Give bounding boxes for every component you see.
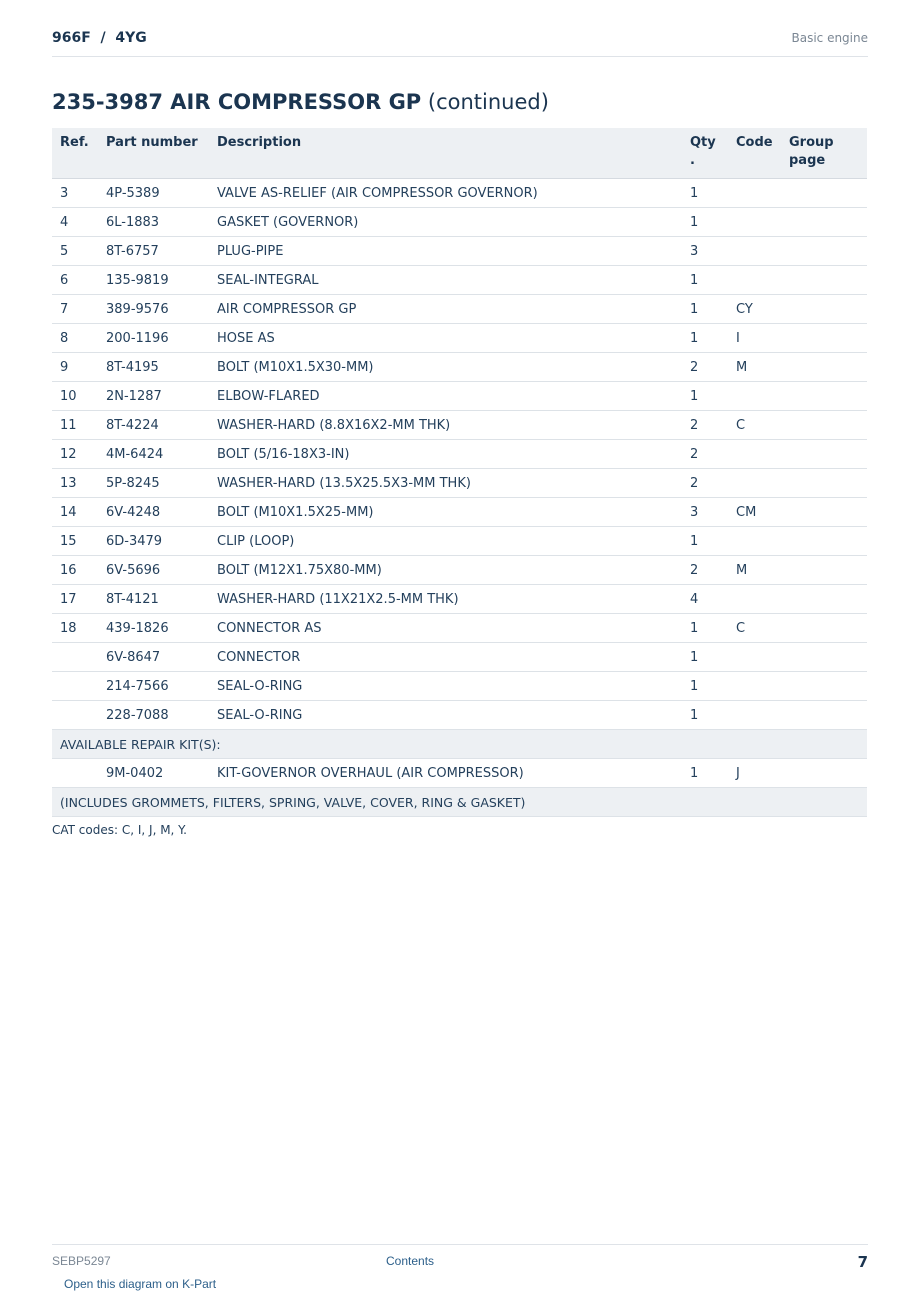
cell-group-page bbox=[781, 324, 867, 353]
cell-qty: 1 bbox=[682, 643, 728, 672]
cell-ref: 6 bbox=[52, 266, 98, 295]
table-row bbox=[52, 179, 867, 208]
cell-ref bbox=[52, 701, 98, 730]
cell-part-number: 8T-6757 bbox=[98, 237, 209, 266]
cell-code bbox=[728, 237, 781, 266]
cell-group-page bbox=[781, 643, 867, 672]
table-row bbox=[52, 469, 867, 498]
cell-part-number: 4P-5389 bbox=[98, 179, 209, 208]
cell-group-page bbox=[781, 266, 867, 295]
cell-part-number: 9M-0402 bbox=[98, 759, 209, 788]
cell-ref: 4 bbox=[52, 208, 98, 237]
cell-group-page bbox=[781, 353, 867, 382]
col-header-group-page: Group page bbox=[781, 128, 867, 179]
col-header-code: Code bbox=[728, 128, 781, 179]
table-row bbox=[52, 440, 867, 469]
cell-description: SEAL-O-RING bbox=[209, 701, 682, 730]
cell-description: AIR COMPRESSOR GP bbox=[209, 295, 682, 324]
page-number: 7 bbox=[857, 1253, 868, 1271]
cell-description: BOLT (M10X1.5X25-MM) bbox=[209, 498, 682, 527]
cell-description: PLUG-PIPE bbox=[209, 237, 682, 266]
cell-part-number: 6V-4248 bbox=[98, 498, 209, 527]
cell-ref: 17 bbox=[52, 585, 98, 614]
cell-qty: 3 bbox=[682, 498, 728, 527]
cell-ref: 5 bbox=[52, 237, 98, 266]
table-row bbox=[52, 208, 867, 237]
cell-group-page bbox=[781, 614, 867, 643]
cell-qty: 1 bbox=[682, 295, 728, 324]
cell-part-number: 6L-1883 bbox=[98, 208, 209, 237]
cell-description: SEAL-O-RING bbox=[209, 672, 682, 701]
cell-description: CLIP (LOOP) bbox=[209, 527, 682, 556]
cell-code: CM bbox=[728, 498, 781, 527]
cell-qty: 1 bbox=[682, 701, 728, 730]
col-header-description: Description bbox=[209, 128, 682, 179]
cell-code bbox=[728, 382, 781, 411]
group-title: 235-3987 AIR COMPRESSOR GP bbox=[52, 90, 422, 114]
repair-kit-label: AVAILABLE REPAIR KIT(S): bbox=[52, 730, 867, 759]
cell-code bbox=[728, 585, 781, 614]
cell-part-number: 389-9576 bbox=[98, 295, 209, 324]
cell-group-page bbox=[781, 701, 867, 730]
table-row bbox=[52, 295, 867, 324]
col-header-qty: Qty . bbox=[682, 128, 728, 179]
cell-part-number: 6V-5696 bbox=[98, 556, 209, 585]
cell-group-page bbox=[781, 382, 867, 411]
cell-ref: 10 bbox=[52, 382, 98, 411]
table-row bbox=[52, 237, 867, 266]
cell-code bbox=[728, 440, 781, 469]
cell-ref bbox=[52, 759, 98, 788]
table-row bbox=[52, 411, 867, 440]
table-row bbox=[52, 324, 867, 353]
cell-description: WASHER-HARD (11X21X2.5-MM THK) bbox=[209, 585, 682, 614]
cell-qty: 1 bbox=[682, 266, 728, 295]
section-name: Basic engine bbox=[791, 31, 868, 45]
cell-qty: 1 bbox=[682, 759, 728, 788]
col-header-ref: Ref. bbox=[52, 128, 98, 179]
cell-ref bbox=[52, 643, 98, 672]
cell-description: BOLT (5/16-18X3-IN) bbox=[209, 440, 682, 469]
cell-group-page bbox=[781, 527, 867, 556]
table-row bbox=[52, 382, 867, 411]
cell-description: GASKET (GOVERNOR) bbox=[209, 208, 682, 237]
page-title bbox=[52, 90, 549, 114]
cell-code: J bbox=[728, 759, 781, 788]
cell-qty: 1 bbox=[682, 614, 728, 643]
cell-qty: 2 bbox=[682, 353, 728, 382]
cell-qty: 1 bbox=[682, 324, 728, 353]
cell-code: C bbox=[728, 411, 781, 440]
table-row bbox=[52, 614, 867, 643]
table-row bbox=[52, 701, 867, 730]
open-kpart-link[interactable]: Open this diagram on K-Part bbox=[64, 1277, 217, 1291]
cell-code: M bbox=[728, 353, 781, 382]
cell-group-page bbox=[781, 759, 867, 788]
page-header bbox=[52, 28, 868, 57]
cell-code: I bbox=[728, 324, 781, 353]
cell-code bbox=[728, 469, 781, 498]
cell-part-number: 8T-4224 bbox=[98, 411, 209, 440]
cell-qty: 2 bbox=[682, 556, 728, 585]
cell-qty: 2 bbox=[682, 440, 728, 469]
cat-codes-note: CAT codes: C, I, J, M, Y. bbox=[52, 823, 187, 837]
cell-code bbox=[728, 527, 781, 556]
cell-ref: 15 bbox=[52, 527, 98, 556]
cell-ref: 13 bbox=[52, 469, 98, 498]
cell-qty: 2 bbox=[682, 411, 728, 440]
cell-description: HOSE AS bbox=[209, 324, 682, 353]
cell-code bbox=[728, 266, 781, 295]
cell-group-page bbox=[781, 440, 867, 469]
cell-description: WASHER-HARD (13.5X25.5X3-MM THK) bbox=[209, 469, 682, 498]
table-row bbox=[52, 527, 867, 556]
cell-description: CONNECTOR bbox=[209, 643, 682, 672]
cell-description: ELBOW-FLARED bbox=[209, 382, 682, 411]
cell-part-number: 2N-1287 bbox=[98, 382, 209, 411]
cell-qty: 2 bbox=[682, 469, 728, 498]
cell-qty: 1 bbox=[682, 527, 728, 556]
cell-description: SEAL-INTEGRAL bbox=[209, 266, 682, 295]
repair-kit-note-row bbox=[52, 788, 867, 817]
cell-qty: 1 bbox=[682, 382, 728, 411]
cell-code bbox=[728, 643, 781, 672]
cell-qty: 1 bbox=[682, 208, 728, 237]
cell-part-number: 200-1196 bbox=[98, 324, 209, 353]
cell-part-number: 135-9819 bbox=[98, 266, 209, 295]
document-id: SEBP5297 bbox=[52, 1254, 111, 1268]
cell-group-page bbox=[781, 179, 867, 208]
table-row bbox=[52, 672, 867, 701]
cell-group-page bbox=[781, 208, 867, 237]
cell-code: M bbox=[728, 556, 781, 585]
cell-description: KIT-GOVERNOR OVERHAUL (AIR COMPRESSOR) bbox=[209, 759, 682, 788]
cell-ref: 14 bbox=[52, 498, 98, 527]
cell-part-number: 6D-3479 bbox=[98, 527, 209, 556]
cell-ref: 16 bbox=[52, 556, 98, 585]
cell-group-page bbox=[781, 672, 867, 701]
table-row bbox=[52, 353, 867, 382]
page-footer bbox=[52, 1244, 868, 1275]
table-row bbox=[52, 585, 867, 614]
title-suffix: (continued) bbox=[427, 90, 549, 114]
cell-part-number: 4M-6424 bbox=[98, 440, 209, 469]
cell-group-page bbox=[781, 295, 867, 324]
cell-code bbox=[728, 208, 781, 237]
machine-model: 966F / 4YG bbox=[52, 30, 147, 46]
cell-part-number: 8T-4121 bbox=[98, 585, 209, 614]
repair-kit-header-row bbox=[52, 730, 867, 759]
cell-group-page bbox=[781, 585, 867, 614]
cell-code: C bbox=[728, 614, 781, 643]
cell-group-page bbox=[781, 411, 867, 440]
cell-group-page bbox=[781, 237, 867, 266]
cell-description: WASHER-HARD (8.8X16X2-MM THK) bbox=[209, 411, 682, 440]
cell-part-number: 6V-8647 bbox=[98, 643, 209, 672]
cell-ref: 7 bbox=[52, 295, 98, 324]
cell-ref: 18 bbox=[52, 614, 98, 643]
cell-part-number: 214-7566 bbox=[98, 672, 209, 701]
cell-description: VALVE AS-RELIEF (AIR COMPRESSOR GOVERNOR) bbox=[209, 179, 682, 208]
parts-table bbox=[52, 128, 867, 817]
table-row bbox=[52, 498, 867, 527]
cell-qty: 3 bbox=[682, 237, 728, 266]
parts-table-body bbox=[52, 179, 867, 817]
cell-code bbox=[728, 179, 781, 208]
cell-part-number: 228-7088 bbox=[98, 701, 209, 730]
cell-description: BOLT (M10X1.5X30-MM) bbox=[209, 353, 682, 382]
cell-group-page bbox=[781, 498, 867, 527]
cell-ref: 9 bbox=[52, 353, 98, 382]
cell-part-number: 8T-4195 bbox=[98, 353, 209, 382]
cell-description: CONNECTOR AS bbox=[209, 614, 682, 643]
cell-ref: 8 bbox=[52, 324, 98, 353]
cell-group-page bbox=[781, 469, 867, 498]
cell-qty: 1 bbox=[682, 672, 728, 701]
table-row bbox=[52, 556, 867, 585]
table-row bbox=[52, 643, 867, 672]
cell-ref: 3 bbox=[52, 179, 98, 208]
repair-kit-note: (INCLUDES GROMMETS, FILTERS, SPRING, VALVE, COVER, RING & GASKET) bbox=[52, 788, 867, 817]
cell-description: BOLT (M12X1.75X80-MM) bbox=[209, 556, 682, 585]
table-row bbox=[52, 266, 867, 295]
col-header-part-number: Part number bbox=[98, 128, 209, 179]
cell-code bbox=[728, 701, 781, 730]
cell-part-number: 5P-8245 bbox=[98, 469, 209, 498]
cell-ref: 12 bbox=[52, 440, 98, 469]
cell-code bbox=[728, 672, 781, 701]
cell-ref: 11 bbox=[52, 411, 98, 440]
cell-code: CY bbox=[728, 295, 781, 324]
table-header-row bbox=[52, 128, 867, 179]
repair-kit-row bbox=[52, 759, 867, 788]
cell-ref bbox=[52, 672, 98, 701]
contents-link[interactable]: Contents bbox=[386, 1254, 435, 1268]
cell-qty: 4 bbox=[682, 585, 728, 614]
cell-part-number: 439-1826 bbox=[98, 614, 209, 643]
cell-qty: 1 bbox=[682, 179, 728, 208]
cell-group-page bbox=[781, 556, 867, 585]
